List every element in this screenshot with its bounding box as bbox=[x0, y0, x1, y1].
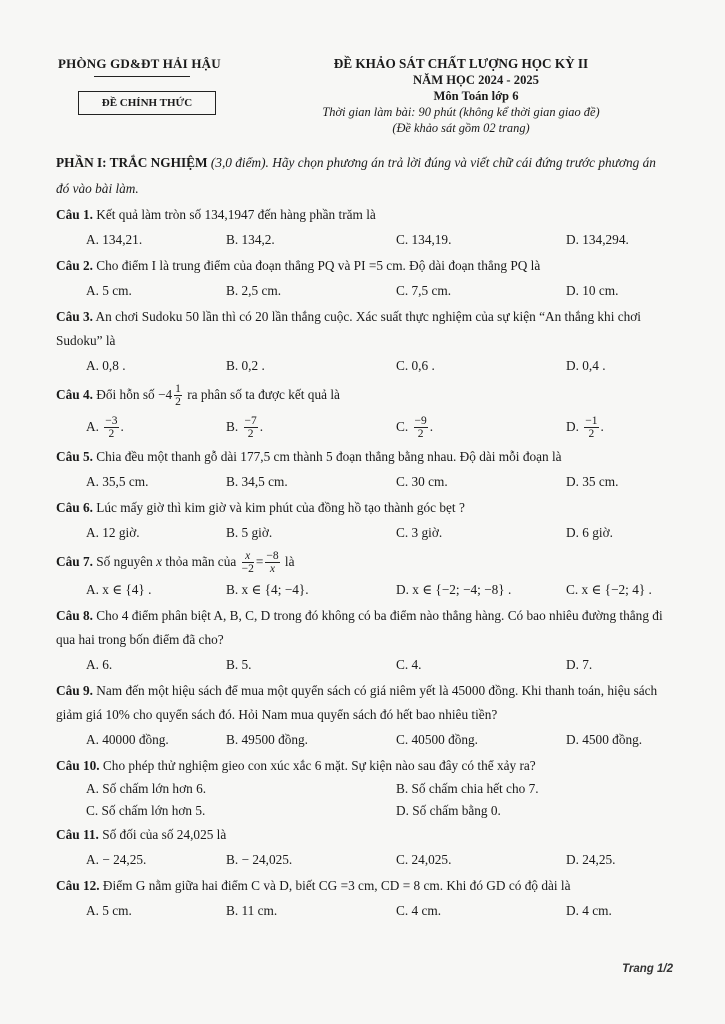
option-letter: A. bbox=[86, 419, 99, 434]
question-4 bbox=[56, 380, 672, 444]
option-d: D. 24,25. bbox=[566, 852, 616, 867]
option-c: C. Số chấm lớn hơn 5. bbox=[86, 803, 206, 818]
question-text-before: Số nguyên bbox=[96, 554, 153, 569]
question-7 bbox=[56, 547, 672, 603]
option-a: A. 40000 đồng. bbox=[86, 732, 169, 747]
option-c: C. 4 cm. bbox=[396, 903, 442, 918]
part1-title: PHẦN I: TRẮC NGHIỆM bbox=[56, 155, 208, 170]
question-label: Câu 6. bbox=[56, 500, 93, 515]
equals-sign: = bbox=[255, 554, 264, 569]
question-11 bbox=[56, 823, 672, 873]
question-text: Cho phép thử nghiệm gieo con xúc xắc 6 mặt. Sự kiện nào sau đây có thể xảy ra? bbox=[102, 758, 536, 773]
option-fraction bbox=[104, 415, 118, 440]
option-b: B. 11 cm. bbox=[226, 903, 278, 918]
question-text-after: ra phân số ta được kết quả là bbox=[187, 387, 340, 402]
question-label: Câu 4. bbox=[56, 387, 93, 402]
question-label: Câu 10. bbox=[56, 758, 100, 773]
option-a: A. x ∈ {4} . bbox=[86, 582, 152, 597]
option-c bbox=[396, 410, 433, 444]
fraction-denominator: 2 bbox=[247, 428, 254, 441]
fraction-numerator: −9 bbox=[414, 415, 427, 428]
subject: Môn Toán lớp 6 bbox=[433, 89, 519, 103]
option-d: D. 4 cm. bbox=[566, 903, 612, 918]
option-d: D. 0,4 . bbox=[566, 358, 606, 373]
option-d: D. 10 cm. bbox=[566, 283, 619, 298]
option-d: D. Số chấm bằng 0. bbox=[396, 803, 501, 818]
option-d: D. 6 giờ. bbox=[566, 525, 613, 540]
option-a: A. 5 cm. bbox=[86, 283, 132, 298]
exam-content bbox=[56, 150, 672, 924]
equation-right-fraction bbox=[265, 550, 279, 575]
question-text: Nam đến một hiệu sách để mua một quyển sách có giá niêm yết là 45000 đồng. Khi thanh toán, hiệu sách giảm giá 10% cho quyển sách đó. Hỏi Nam mua quyển sách đó hết bao nhiêu tiền? bbox=[56, 683, 658, 722]
option-c: C. 7,5 cm. bbox=[396, 283, 452, 298]
option-a: A. 35,5 cm. bbox=[86, 474, 149, 489]
option-tail: . bbox=[600, 419, 604, 434]
option-c: C. x ∈ {−2; 4} . bbox=[566, 582, 652, 597]
option-tail: . bbox=[429, 419, 434, 434]
option-b: B. x ∈ {4; −4}. bbox=[226, 582, 309, 597]
page-number: Trang 1/2 bbox=[622, 963, 673, 975]
fraction-denominator: 2 bbox=[108, 428, 115, 441]
option-fraction bbox=[244, 415, 258, 440]
option-b: B. 0,2 . bbox=[226, 358, 265, 373]
question-text: Số đối của số 24,025 là bbox=[102, 827, 227, 842]
question-text: Kết quả làm tròn số 134,1947 đến hàng phần trăm là bbox=[96, 207, 376, 222]
fraction-numerator: x bbox=[242, 550, 254, 563]
question-3 bbox=[56, 305, 672, 379]
question-text: An chơi Sudoku 50 lần thì có 20 lần thắng cuộc. Xác suất thực nghiệm của sự kiện “An thắng khi chơi Sudoku” là bbox=[56, 309, 642, 348]
question-label: Câu 3. bbox=[56, 309, 93, 324]
question-label: Câu 2. bbox=[56, 258, 93, 273]
fraction-denominator: 2 bbox=[588, 428, 595, 441]
question-label: Câu 9. bbox=[56, 683, 93, 698]
option-c: C. 3 giờ. bbox=[396, 525, 443, 540]
school-year: NĂM HỌC 2024 - 2025 bbox=[413, 73, 539, 87]
question-text: Điểm G nằm giữa hai điểm C và D, biết CG =3 cm, CD = 8 cm. Khi đó GD có độ dài là bbox=[102, 878, 571, 893]
option-b: B. Số chấm chia hết cho 7. bbox=[396, 781, 539, 796]
question-text: Cho điểm I là trung điểm của đoạn thẳng PQ và PI =5 cm. Độ dài đoạn thẳng PQ là bbox=[96, 258, 541, 273]
official-stamp-box bbox=[78, 91, 216, 115]
option-a bbox=[86, 410, 124, 444]
fraction-numerator: −1 bbox=[585, 415, 598, 428]
school-name: PHÒNG GD&ĐT HẢI HẬU bbox=[58, 56, 221, 71]
official-label: ĐỀ CHÍNH THỨC bbox=[101, 97, 193, 109]
option-b: B. 2,5 cm. bbox=[226, 283, 282, 298]
fraction-numerator: 1 bbox=[175, 383, 181, 396]
question-text-mid: thỏa mãn của bbox=[165, 554, 237, 569]
option-d: D. 35 cm. bbox=[566, 474, 619, 489]
time-allowed: Thời gian làm bài: 90 phút (không kể thời gian giao đề) bbox=[322, 105, 600, 119]
equation-left-fraction bbox=[242, 550, 254, 575]
option-b: B. 134,2. bbox=[226, 232, 275, 247]
option-a: A. 0,8 . bbox=[86, 358, 126, 373]
option-a: A. 5 cm. bbox=[86, 903, 132, 918]
fraction-denominator: −2 bbox=[241, 563, 254, 576]
question-text: Lúc mấy giờ thì kim giờ và kim phút của đồng hồ tạo thành góc bẹt ? bbox=[96, 500, 465, 515]
question-text-before: Đổi hỗn số bbox=[96, 387, 155, 402]
option-b: B. − 24,025. bbox=[226, 852, 293, 867]
question-text: Cho 4 điểm phân biệt A, B, C, D trong đó không có ba điểm nào thẳng hàng. Có bao nhiêu đường thẳng đi qua hai trong bốn điểm đã cho? bbox=[56, 608, 663, 647]
question-text: Chia đều một thanh gỗ dài 177,5 cm thành 5 đoạn thẳng bằng nhau. Độ dài mỗi đoạn là bbox=[96, 449, 562, 464]
question-label: Câu 7. bbox=[56, 554, 93, 569]
question-10 bbox=[56, 754, 672, 822]
option-a: A. Số chấm lớn hơn 6. bbox=[86, 781, 207, 796]
option-b: B. 5. bbox=[226, 657, 252, 672]
option-a: A. − 24,25. bbox=[86, 852, 147, 867]
question-label: Câu 5. bbox=[56, 449, 93, 464]
question-12 bbox=[56, 874, 672, 924]
part1-heading bbox=[56, 150, 672, 202]
option-fraction bbox=[414, 415, 428, 440]
fraction-denominator: x bbox=[269, 563, 275, 576]
variable-x: x bbox=[156, 554, 163, 569]
part1-instruction: Hãy chọn phương án trả lời đúng và viết chữ cái đứng trước phương án đó vào bài làm. bbox=[56, 155, 656, 196]
option-b: B. 5 giờ. bbox=[226, 525, 273, 540]
option-c: C. 134,19. bbox=[396, 232, 452, 247]
option-c: C. 0,6 . bbox=[396, 358, 435, 373]
question-text-after: là bbox=[284, 554, 295, 569]
option-fraction bbox=[584, 415, 598, 440]
header-right bbox=[296, 56, 626, 136]
page-count-note: (Đề khảo sát gồm 02 trang) bbox=[392, 121, 530, 135]
option-a: A. 134,21. bbox=[86, 232, 143, 247]
question-9 bbox=[56, 679, 672, 753]
mixed-number-fraction bbox=[174, 383, 182, 408]
option-letter: D. bbox=[566, 419, 579, 434]
option-c: C. 24,025. bbox=[396, 852, 452, 867]
option-d: D. 4500 đồng. bbox=[566, 732, 643, 747]
part1-score: (3,0 điểm). bbox=[210, 155, 269, 170]
exam-title: ĐỀ KHẢO SÁT CHẤT LƯỢNG HỌC KỲ II bbox=[333, 56, 589, 71]
option-d: D. 7. bbox=[566, 657, 593, 672]
option-c: C. 4. bbox=[396, 657, 422, 672]
option-tail: . bbox=[259, 419, 264, 434]
fraction-numerator: −3 bbox=[105, 415, 118, 428]
question-label: Câu 8. bbox=[56, 608, 93, 623]
question-1 bbox=[56, 203, 672, 253]
fraction-denominator: 2 bbox=[417, 428, 424, 441]
mixed-number-whole: −4 bbox=[157, 387, 173, 402]
question-label: Câu 12. bbox=[56, 878, 100, 893]
option-b: B. 34,5 cm. bbox=[226, 474, 288, 489]
question-label: Câu 11. bbox=[56, 827, 99, 842]
option-a: A. 6. bbox=[86, 657, 113, 672]
option-a: A. 12 giờ. bbox=[86, 525, 140, 540]
header-left bbox=[58, 56, 238, 115]
option-c: C. 40500 đồng. bbox=[396, 732, 479, 747]
question-2 bbox=[56, 254, 672, 304]
fraction-numerator: −7 bbox=[244, 415, 257, 428]
option-tail: . bbox=[120, 419, 124, 434]
school-underline bbox=[94, 76, 190, 77]
option-c: C. 30 cm. bbox=[396, 474, 448, 489]
option-d: D. 134,294. bbox=[566, 232, 629, 247]
option-d bbox=[566, 410, 604, 444]
option-d: D. x ∈ {−2; −4; −8} . bbox=[396, 582, 512, 597]
fraction-denominator: 2 bbox=[175, 396, 181, 409]
option-b bbox=[226, 410, 263, 444]
fraction-numerator: −8 bbox=[266, 550, 279, 563]
option-letter: C. bbox=[396, 419, 409, 434]
question-6 bbox=[56, 496, 672, 546]
question-label: Câu 1. bbox=[56, 207, 93, 222]
question-5 bbox=[56, 445, 672, 495]
option-b: B. 49500 đồng. bbox=[226, 732, 309, 747]
question-8 bbox=[56, 604, 672, 678]
option-letter: B. bbox=[226, 419, 239, 434]
